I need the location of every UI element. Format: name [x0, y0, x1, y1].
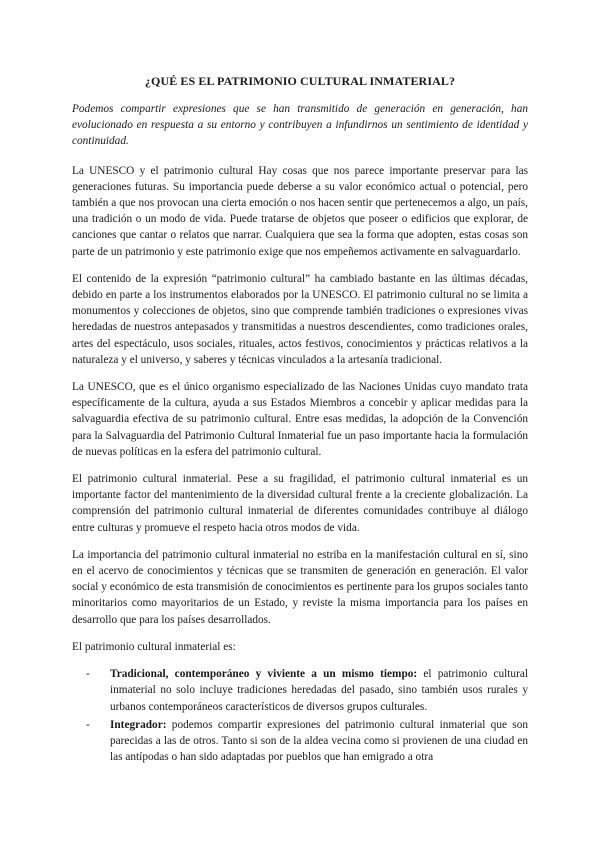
- list-dash: -: [86, 668, 90, 681]
- paragraph-expression-content: El contenido de la expresión “patrimonio cultural” ha cambiado bastante en las últimas décadas, debido en parte a los instrumentos elaborados por la UNESCO. El patrimonio cultural no se limita a monumentos y colecciones de objetos, sino que comprende también tradiciones o expresiones vivas heredadas de nuestros antepasados y transmitidas a nuestros descendientes, como tradiciones orales, artes del espectáculo, usos sociales, rituales, actos festivos, conocimientos y prácticas relativos a la naturaleza y el universo, y saberes y técnicas vinculados a la artesanía tradicional.: [72, 272, 528, 366]
- characteristics-list: [72, 666, 528, 765]
- list-item-term: Tradicional, contemporáneo y viviente a un mismo tiempo:: [110, 668, 418, 681]
- list-item: [72, 666, 528, 715]
- intro-paragraph: Podemos compartir expresiones que se han transmitido de generación en generación, han evolucionado en respuesta a su entorno y contribuyen a infundirnos un sentimiento de identidad y continuidad.: [72, 103, 528, 148]
- list-item-text: el patrimonio cultural inmaterial no solo incluye tradiciones heredadas del pasado, sino también usos rurales y urbanos contemporáneos característicos de diversos grupos culturales.: [110, 668, 528, 713]
- list-dash: -: [86, 718, 90, 731]
- paragraph-intangible-heritage: El patrimonio cultural inmaterial. Pese a su fragilidad, el patrimonio cultural inmaterial es un importante factor del mantenimiento de la diversidad cultural frente a la creciente globalización. La comprensión del patrimonio cultural inmaterial de diferentes comunidades contribuye al diálogo entre culturas y promueve el respeto hacia otros modos de vida.: [72, 473, 528, 534]
- document-title: ¿QUÉ ES EL PATRIMONIO CULTURAL INMATERIAL?: [144, 74, 456, 88]
- paragraph-unesco-mandate: La UNESCO, que es el único organismo especializado de las Naciones Unidas cuyo mandato trata específicamente de la cultura, ayuda a sus Estados Miembros a concebir y aplicar medidas para la salvaguardia efectiva de su patrimonio cultural. Entre esas medidas, la adopción de la Convención para la Salvaguardia del Patrimonio Cultural Inmaterial fue un paso importante hacia la formulación de nuevas políticas en la esfera del patrimonio cultural.: [72, 381, 528, 458]
- list-item-term: Integrador:: [110, 718, 167, 731]
- paragraph-list-intro: El patrimonio cultural inmaterial es:: [72, 640, 236, 653]
- list-item: [72, 717, 528, 766]
- paragraph-unesco-heritage: La UNESCO y el patrimonio cultural Hay cosas que nos parece importante preservar para las generaciones futuras. Su importancia puede deberse a su valor económico actual o potencial, pero también a que nos provocan una cierta emoción o nos hacen sentir que pertenecemos a algo, un país, una tradición o un modo de vida. Puede tratarse de objetos que poseer o edificios que explorar, de canciones que cantar o relatos que narrar. Cualquiera que sea la forma que adopten, estas cosas son parte de un patrimonio y este patrimonio exige que nos empeñemos activamente en salvaguardarlo.: [72, 164, 528, 258]
- paragraph-importance: La importancia del patrimonio cultural inmaterial no estriba en la manifestación cultural en sí, sino en el acervo de conocimientos y técnicas que se transmiten de generación en generación. El valor social y económico de esta transmisión de conocimientos es pertinente para los grupos sociales tanto minoritarios como mayoritarios de un Estado, y reviste la misma importancia para los países en desarrollo que para los países desarrollados.: [72, 548, 528, 626]
- list-item-text: podemos compartir expresiones del patrimonio cultural inmaterial que son parecidas a las de otros. Tanto si son de la aldea vecina como si provienen de una ciudad en las antípodas o han sido adaptadas por pueblos que han emigrado a otra: [110, 718, 528, 764]
